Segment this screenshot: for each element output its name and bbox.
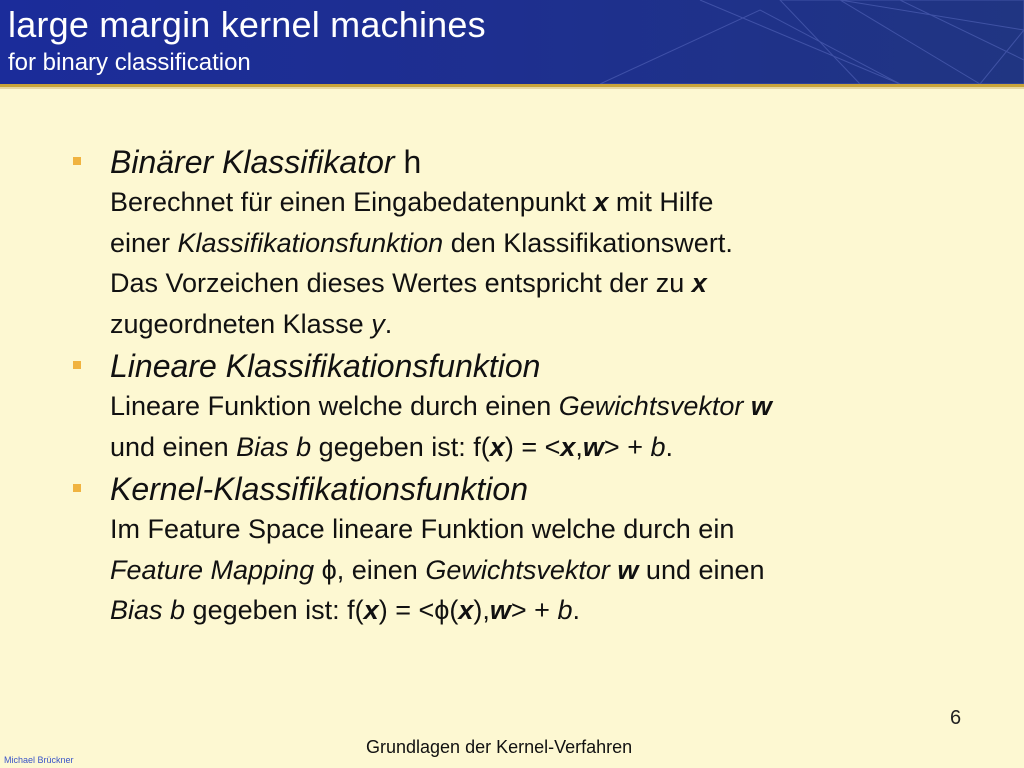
header-bar	[0, 0, 1024, 84]
header-divider-light	[0, 87, 1024, 89]
bullet-text-line: Im Feature Space lineare Funktion welche durch ein	[110, 514, 735, 544]
bullet-text-line: Das Vorzeichen dieses Wertes entspricht der zu x	[110, 268, 707, 298]
square-bullet-icon	[73, 484, 81, 492]
bullet-heading: Binärer Klassifikator h	[110, 144, 422, 180]
square-bullet-icon	[73, 157, 81, 165]
bullet-heading: Lineare Klassifikationsfunktion	[110, 348, 541, 384]
bullet-text-line: einer Klassifikationsfunktion den Klassifikationswert.	[110, 227, 733, 258]
bullet-heading: Kernel-Klassifikationsfunktion	[110, 471, 528, 507]
bullet-list	[72, 142, 972, 633]
slide-title: large margin kernel machines	[8, 4, 486, 45]
bullet-item-binary-classifier	[72, 142, 972, 344]
bullet-text-line: Lineare Funktion welche durch einen Gewichtsvektor w	[110, 391, 772, 421]
bullet-item-kernel-function	[72, 469, 972, 631]
bullet-text-line: Feature Mapping ϕ, einen Gewichtsvektor w und einen	[110, 554, 765, 585]
bullet-text-line: Berechnet für einen Eingabedatenpunkt x mit Hilfe	[110, 187, 714, 217]
bullet-text-line: zugeordneten Klasse y.	[110, 308, 393, 339]
author-name: Michael Brückner	[4, 755, 74, 765]
bullet-text-line: Bias b gegeben ist: f(x) = <ϕ(x),w> + b.	[110, 595, 580, 625]
square-bullet-icon	[73, 361, 81, 369]
footer-text: Grundlagen der Kernel-Verfahren	[366, 737, 633, 757]
bullet-item-linear-function	[72, 346, 972, 467]
slide-subtitle: for binary classification	[8, 49, 251, 76]
page-number: 6	[950, 707, 962, 729]
bullet-text-line: und einen Bias b gegeben ist: f(x) = <x,w> + b.	[110, 431, 674, 462]
